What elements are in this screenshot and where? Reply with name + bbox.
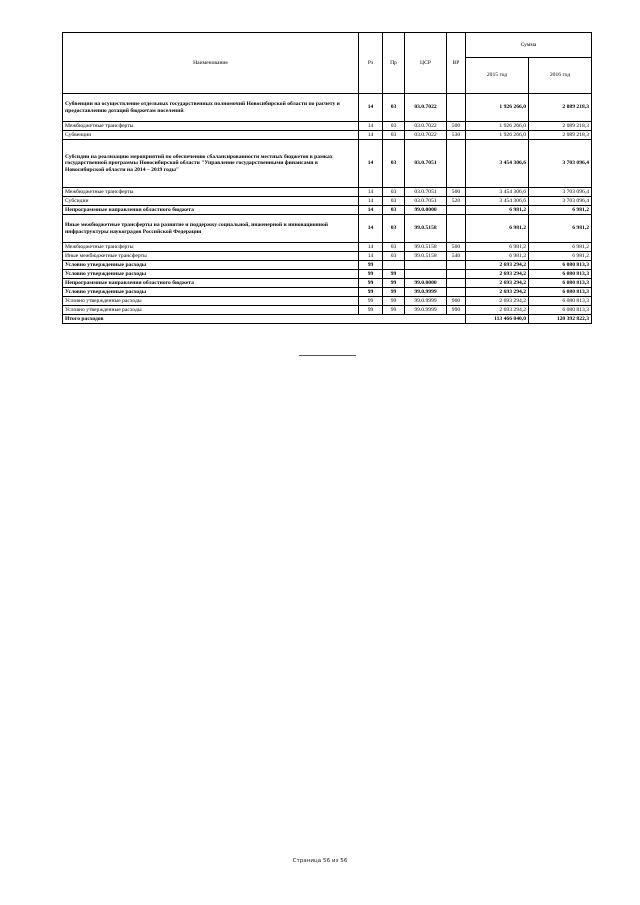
row-name: Условно утвержденные расходы [63,297,359,306]
row-pr: 03 [383,140,405,188]
row-csr: 99.0.5158 [405,243,447,252]
table-row [63,288,592,297]
row-vr [447,279,466,288]
row-sum-2015: 6 981,2 [466,243,529,252]
header-name: Наименование [63,33,359,94]
row-pr: 03 [383,122,405,131]
row-name: Межбюджетные трансферты [63,122,359,131]
row-name: Иные межбюджетные трансферты [63,252,359,261]
row-vr: 530 [447,131,466,140]
row-sum-2015: 6 981,2 [466,206,529,215]
row-name: Условно утвержденные расходы [63,288,359,297]
row-sum-2015: 1 926 266,0 [466,94,529,122]
row-vr [447,261,466,270]
row-vr: 500 [447,122,466,131]
row-rz: 14 [359,243,383,252]
row-name: Межбюджетные трансферты [63,243,359,252]
row-sum-2015: 3 454 306,6 [466,197,529,206]
row-sum-2015: 6 981,2 [466,252,529,261]
total-row [63,315,592,324]
table-row [63,140,592,188]
row-rz: 14 [359,188,383,197]
row-sum-2016: 2 089 218,3 [529,131,592,140]
header-csr: ЦСР [405,33,447,94]
row-rz: 99 [359,306,383,315]
row-sum-2016: 6 080 813,3 [529,288,592,297]
row-rz: 14 [359,94,383,122]
row-sum-2015: 3 454 306,6 [466,188,529,197]
row-sum-2016: 6 981,2 [529,243,592,252]
row-pr: 03 [383,197,405,206]
row-pr [383,261,405,270]
header-year-2016: 2016 год [529,58,592,94]
table-row [63,94,592,122]
row-sum-2016: 3 703 096,4 [529,197,592,206]
row-vr: 540 [447,252,466,261]
row-sum-2016: 6 981,2 [529,252,592,261]
row-sum-2015: 1 926 266,0 [466,131,529,140]
row-csr: 99.0.0000 [405,206,447,215]
row-pr: 03 [383,243,405,252]
row-rz: 99 [359,288,383,297]
row-pr: 99 [383,306,405,315]
row-sum-2016: 3 703 096,4 [529,140,592,188]
row-pr: 03 [383,252,405,261]
row-sum-2016: 3 703 096,4 [529,188,592,197]
row-vr [447,206,466,215]
row-vr [447,288,466,297]
row-csr: 03.0.7051 [405,188,447,197]
table-row [63,206,592,215]
row-rz: 14 [359,140,383,188]
row-name: Субвенции на осуществление отдельных государственных полномочий Новосибирской области по расчету и предоставлению дотаций бюджетам поселений [63,94,359,122]
row-vr [447,270,466,279]
row-csr [405,261,447,270]
row-sum-2016: 2 089 218,3 [529,122,592,131]
row-sum-2016: 6 080 813,3 [529,270,592,279]
row-csr: 03.0.7022 [405,122,447,131]
row-sum-2015: 2 693 294,2 [466,279,529,288]
row-rz: 99 [359,279,383,288]
row-sum-2015: 1 926 266,0 [466,122,529,131]
row-sum-2016: 6 080 813,3 [529,297,592,306]
row-sum-2016: 6 080 813,3 [529,261,592,270]
row-csr: 99.0.9999 [405,306,447,315]
page-footer: Страница 56 из 56 [292,858,348,864]
row-sum-2016: 6 080 813,3 [529,279,592,288]
row-name: Субсидии на реализацию мероприятий по обеспечению сбалансированности местных бюджетов в рамках государственной программы Новосибирской области "Управление государственными финансами в Новосибирской области на 2014 – 2019 годы" [63,140,359,188]
table-row [63,279,592,288]
row-csr: 99.0.5158 [405,252,447,261]
row-vr: 500 [447,188,466,197]
row-pr: 03 [383,215,405,243]
table-row [63,252,592,261]
row-name: Непрограммные направления областного бюджета [63,206,359,215]
table-row [63,122,592,131]
row-name: Субвенции [63,131,359,140]
row-sum-2016: 6 981,2 [529,215,592,243]
row-pr: 99 [383,279,405,288]
total-sum-2016: 120 392 822,3 [529,315,592,324]
row-rz: 99 [359,261,383,270]
table-row [63,261,592,270]
row-csr: 99.0.5158 [405,215,447,243]
table-row [63,188,592,197]
header-vr: ВР [447,33,466,94]
header-rz: Рз [359,33,383,94]
row-name: Иные межбюджетные трансферты на развитие и поддержку социальной, инженерной и инновационной инфраструктуры наукоградов Российской Федерации [63,215,359,243]
row-name: Непрограммные направления областного бюджета [63,279,359,288]
row-sum-2015: 2 693 294,2 [466,261,529,270]
row-name: Межбюджетные трансферты [63,188,359,197]
row-name: Условно утвержденные расходы [63,306,359,315]
row-pr: 99 [383,270,405,279]
row-pr: 03 [383,188,405,197]
row-sum-2015: 6 981,2 [466,215,529,243]
row-vr [447,140,466,188]
header-pr: Пр [383,33,405,94]
total-label: Итого расходов [63,315,466,324]
row-rz: 14 [359,215,383,243]
row-sum-2015: 2 693 294,2 [466,306,529,315]
row-vr: 900 [447,297,466,306]
table-row [63,215,592,243]
header-sum: Сумма [466,33,592,58]
row-csr: 99.0.9999 [405,288,447,297]
row-pr: 03 [383,131,405,140]
row-csr: 99.0.9999 [405,297,447,306]
row-name: Условно утвержденные расходы [63,261,359,270]
row-sum-2016: 2 089 218,3 [529,94,592,122]
row-name: Субсидии [63,197,359,206]
row-sum-2015: 3 454 306,6 [466,140,529,188]
row-name: Условно утвержденные расходы [63,270,359,279]
table-row [63,297,592,306]
row-rz: 14 [359,122,383,131]
header-year-2015: 2015 год [466,58,529,94]
row-csr [405,270,447,279]
table-row [63,197,592,206]
row-rz: 14 [359,206,383,215]
row-csr: 03.0.7022 [405,131,447,140]
table-row [63,131,592,140]
table-row [63,270,592,279]
row-csr: 03.0.7051 [405,140,447,188]
table-row [63,243,592,252]
row-pr: 99 [383,297,405,306]
row-sum-2015: 2 693 294,2 [466,270,529,279]
row-rz: 14 [359,131,383,140]
budget-table [62,32,592,324]
divider-line [299,355,356,356]
total-sum-2015: 113 466 040,0 [466,315,529,324]
row-csr: 03.0.7022 [405,94,447,122]
row-rz: 14 [359,197,383,206]
row-vr: 990 [447,306,466,315]
row-pr: 03 [383,206,405,215]
row-sum-2015: 2 693 294,2 [466,297,529,306]
table-row [63,306,592,315]
row-pr: 03 [383,94,405,122]
row-vr: 500 [447,243,466,252]
row-rz: 99 [359,270,383,279]
row-pr: 99 [383,288,405,297]
row-vr [447,215,466,243]
row-sum-2015: 2 693 294,2 [466,288,529,297]
row-rz: 14 [359,252,383,261]
row-csr: 03.0.7051 [405,197,447,206]
row-vr [447,94,466,122]
row-sum-2016: 6 080 813,3 [529,306,592,315]
row-rz: 99 [359,297,383,306]
row-vr: 520 [447,197,466,206]
row-sum-2016: 6 981,2 [529,206,592,215]
row-csr: 99.0.0000 [405,279,447,288]
